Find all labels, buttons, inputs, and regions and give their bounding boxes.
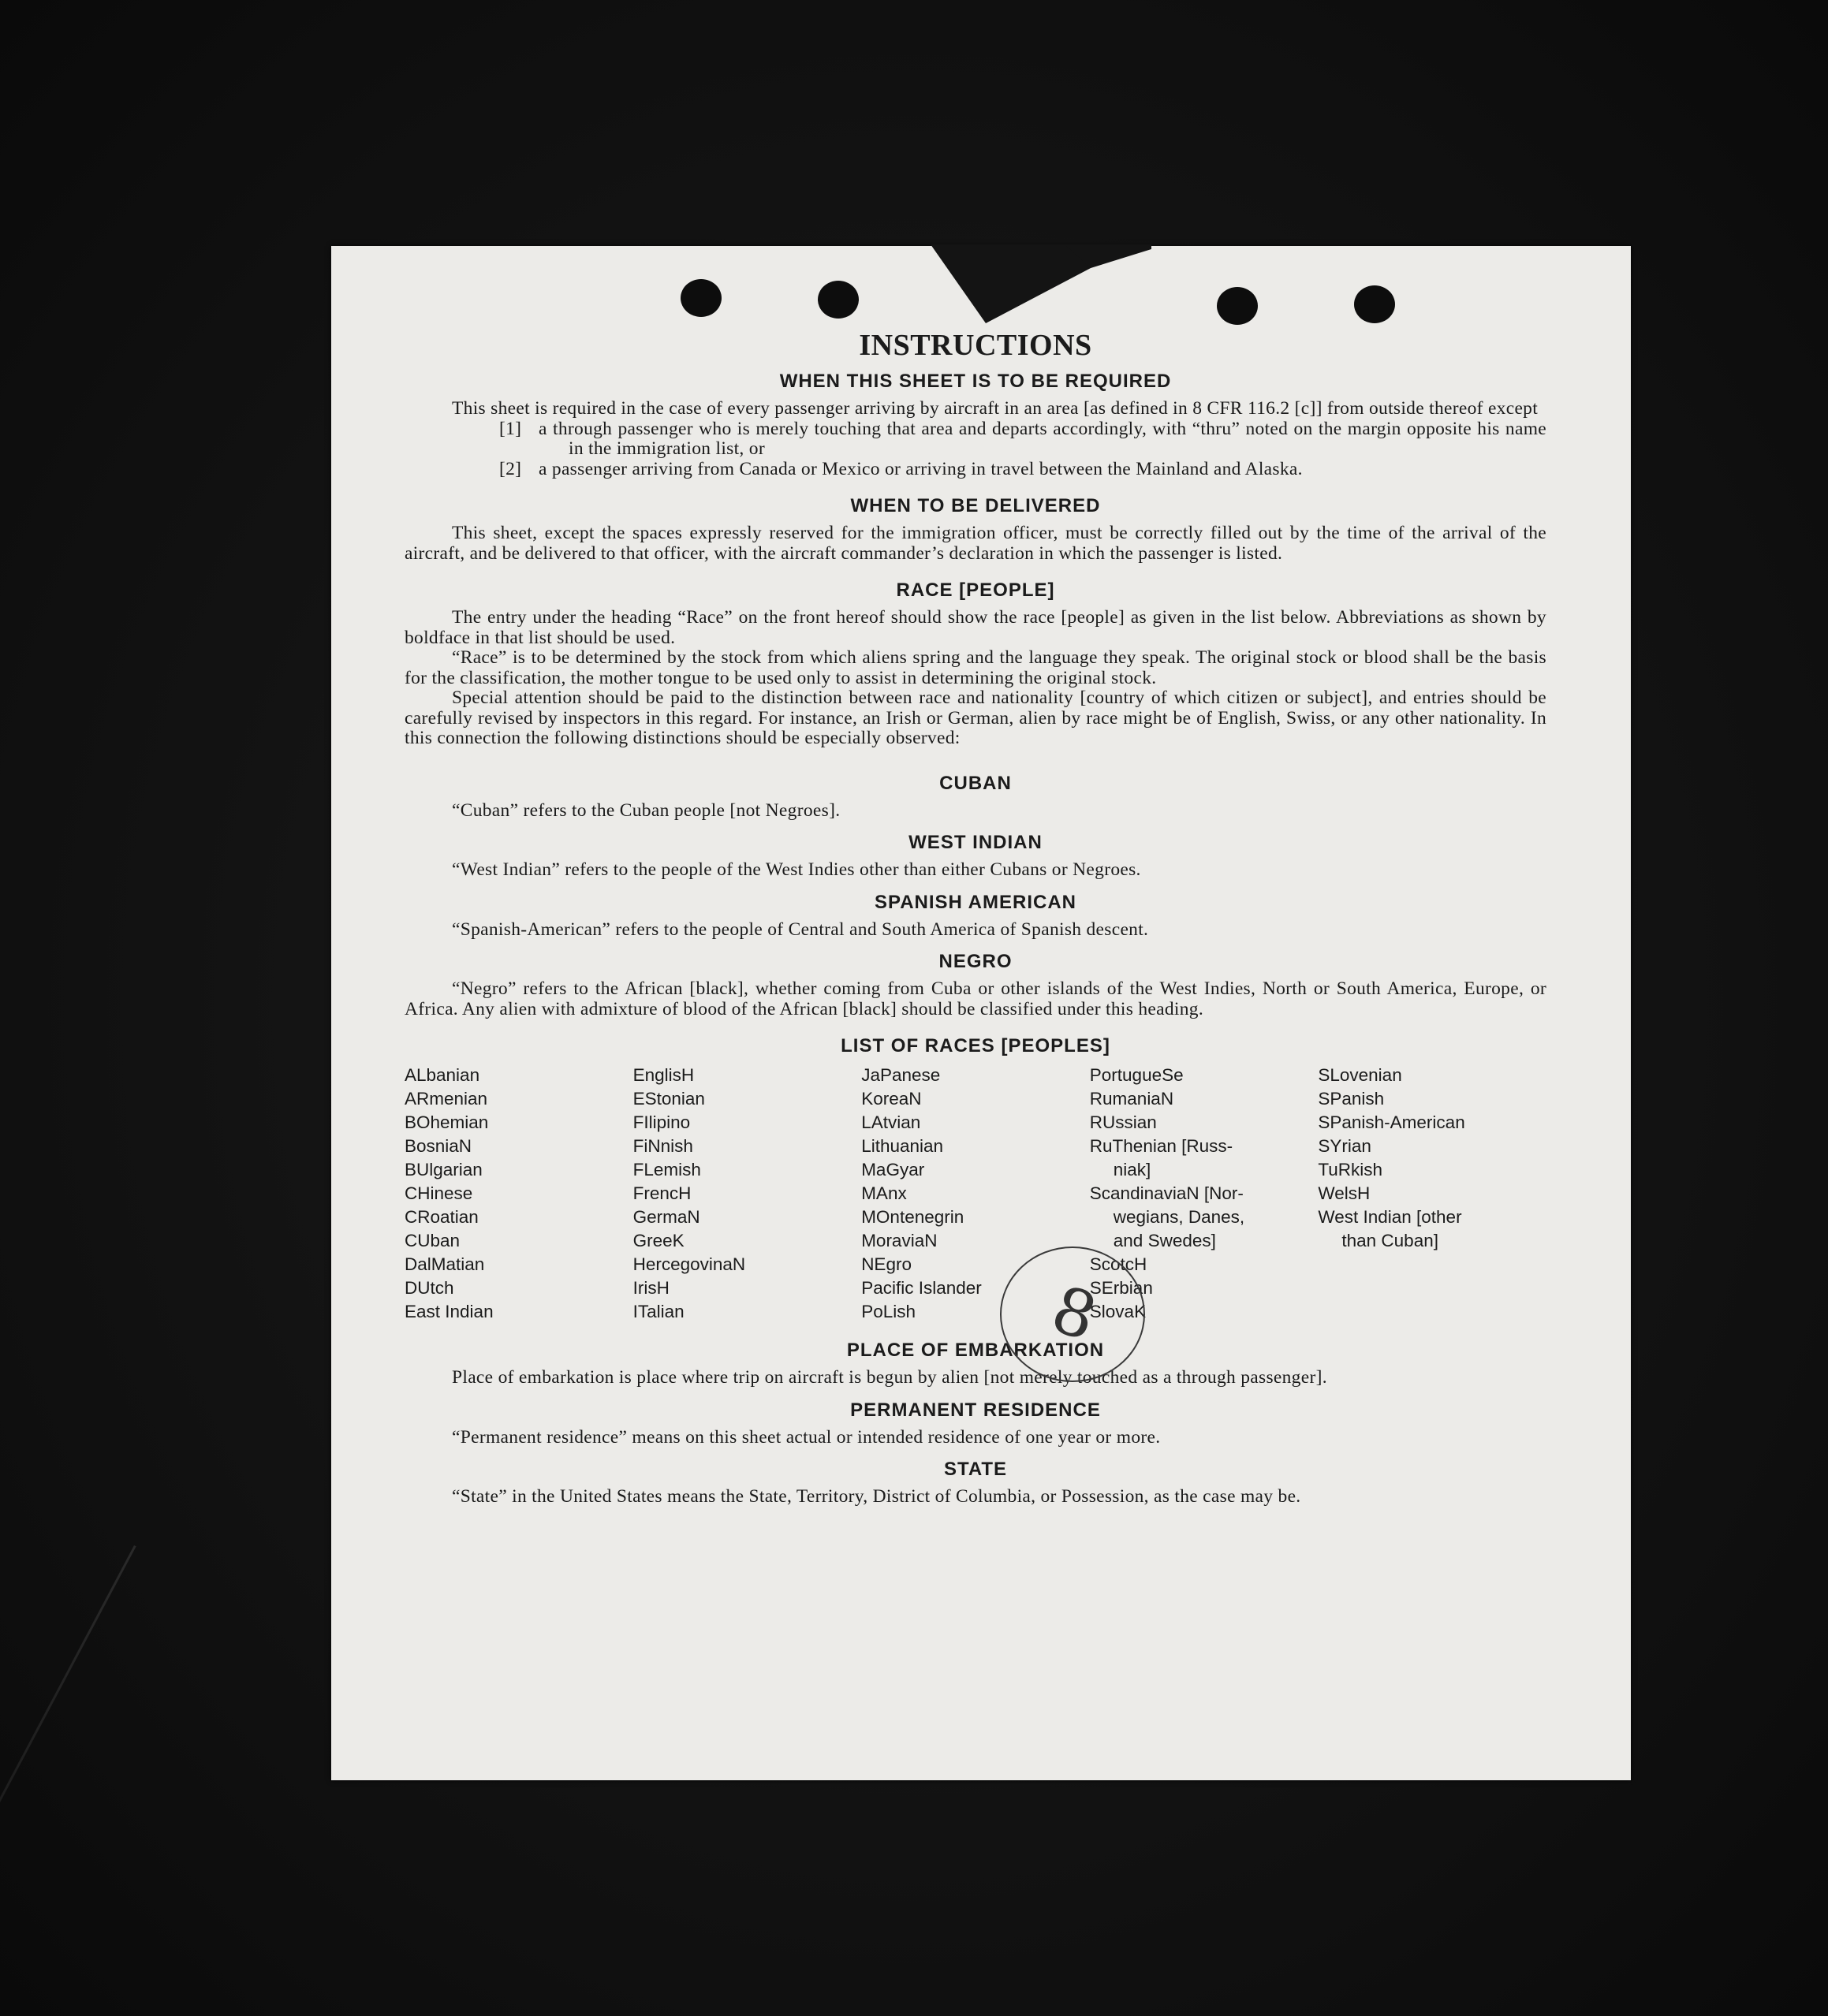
race-entry: DUtch (405, 1278, 454, 1298)
race-entry: FLemish (632, 1160, 701, 1179)
race-entry: PoLish (861, 1302, 916, 1321)
race-column-2 (633, 1064, 862, 1324)
race-entry: SYrian (1318, 1136, 1371, 1156)
embarkation-text: Place of embarkation is place where trip on aircraft is begun by alien [not merely touched as a through passenger]. (452, 1367, 1327, 1388)
punch-hole (818, 281, 859, 319)
race-entry: SLovenian (1318, 1065, 1402, 1085)
race-entry: ITalian (632, 1302, 685, 1321)
race-entry: WelsH (1318, 1183, 1371, 1203)
race-column-5 (1318, 1064, 1546, 1324)
item-text: a passenger arriving from Canada or Mexico or arriving in travel between the Mainland and Alaska. (539, 458, 1303, 479)
race-entry: SErbian (1089, 1278, 1153, 1298)
residence-text: “Permanent residence” means on this sheet actual or intended residence of one year or more. (452, 1426, 1161, 1448)
heading-embarkation: PLACE OF EMBARKATION (846, 1340, 1105, 1361)
heading-residence: PERMANENT RESIDENCE (850, 1399, 1101, 1421)
race-entry: FIlipino (632, 1112, 691, 1132)
punch-hole (681, 279, 722, 317)
race-entry: PortugueSe (1089, 1065, 1184, 1085)
race-entry: SlovaK (1089, 1302, 1147, 1321)
race-entry: ScandinaviaN [Nor- (1089, 1183, 1244, 1203)
race-entry: GreeK (632, 1231, 685, 1250)
race-list (405, 1064, 1546, 1324)
race-entry: MOntenegrin (861, 1207, 964, 1227)
negro-text: “Negro” refers to the African [black], whether coming from Cuba or other islands of the West Indies, North or South America, Europe, or Africa. Any alien with admixture of blood of the African [black] should be classified under this heading. (405, 978, 1546, 1019)
race-entry: BOhemian (405, 1112, 489, 1132)
race-entry: Lithuanian (861, 1136, 944, 1156)
race-entry: IrisH (632, 1278, 670, 1298)
race-entry: EnglisH (632, 1065, 695, 1085)
race-entry: Pacific Islander (861, 1278, 982, 1298)
race-entry: SPanish-American (1318, 1112, 1465, 1132)
race-entry: HercegovinaN (632, 1254, 746, 1274)
race-entry: DalMatian (405, 1254, 485, 1274)
punch-hole (1217, 287, 1258, 325)
race-entry: BUlgarian (405, 1160, 483, 1179)
race-entry: West Indian [other (1318, 1207, 1462, 1227)
race-entry: MAnx (861, 1183, 907, 1203)
race-entry: FrencH (632, 1183, 692, 1203)
race-entry: niak] (1113, 1160, 1151, 1179)
race-entry: East Indian (405, 1302, 494, 1321)
heading-spanish-american: SPANISH AMERICAN (874, 891, 1076, 913)
race-entry: FiNnish (632, 1136, 693, 1156)
race-paragraph-2: “Race” is to be determined by the stock from which aliens spring and the language they speak. The original stock or blood shall be the basis for the classification, the mother tongue to be used only to assist in determining the original stock. (405, 647, 1546, 688)
race-entry: KoreaN (861, 1089, 922, 1109)
race-entry: JaPanese (861, 1065, 941, 1085)
race-entry: wegians, Danes, (1113, 1207, 1245, 1227)
race-column-1 (405, 1064, 633, 1324)
punch-hole (1354, 285, 1395, 323)
race-entry: EStonian (632, 1089, 705, 1109)
race-entry: ARmenian (405, 1089, 488, 1109)
required-item-2 (499, 460, 1546, 480)
heading-delivered: WHEN TO BE DELIVERED (850, 495, 1101, 516)
handwritten-circled-number (1000, 1246, 1145, 1382)
race-entry: RumaniaN (1089, 1089, 1174, 1109)
heading-negro: NEGRO (938, 951, 1013, 972)
page-title: INSTRUCTIONS (859, 329, 1092, 362)
cuban-text: “Cuban” refers to the Cuban people [not Negroes]. (452, 799, 841, 821)
heading-west-indian: WEST INDIAN (908, 832, 1043, 853)
race-entry: CRoatian (405, 1207, 479, 1227)
race-entry: CUban (405, 1231, 461, 1250)
item-number: [1] (499, 418, 522, 439)
race-entry: RuThenian [Russ- (1089, 1136, 1233, 1156)
spanish-american-text: “Spanish-American” refers to the people of Central and South America of Spanish descent. (452, 919, 1149, 940)
race-entry: RUssian (1089, 1112, 1157, 1132)
race-entry: MoraviaN (861, 1231, 938, 1250)
race-entry: CHinese (405, 1183, 473, 1203)
heading-list-of-races: LIST OF RACES [PEOPLES] (841, 1035, 1110, 1056)
race-entry: and Swedes] (1113, 1231, 1216, 1250)
instruction-sheet (331, 246, 1631, 1780)
item-text: a through passenger who is merely touching that area and departs accordingly, with “thru” noted on the margin opposite his name in the immigration list, or (539, 418, 1546, 459)
sheet-content (405, 328, 1546, 1507)
race-entry: MaGyar (861, 1160, 925, 1179)
race-entry: NEgro (861, 1254, 912, 1274)
heading-state: STATE (943, 1459, 1008, 1480)
race-entry: than Cuban] (1341, 1231, 1438, 1250)
race-paragraph-1: The entry under the heading “Race” on the front hereof should show the race [people] as given in the list below. Abbreviations as shown by boldface in that list should be used. (405, 607, 1546, 648)
heading-required: WHEN THIS SHEET IS TO BE REQUIRED (779, 371, 1172, 392)
race-entry: LAtvian (861, 1112, 921, 1132)
handwritten-number: 8 (1043, 1272, 1106, 1356)
race-entry: ScotcH (1089, 1254, 1147, 1274)
race-entry: TuRkish (1318, 1160, 1383, 1179)
race-entry: SPanish (1318, 1089, 1385, 1109)
race-entry: ALbanian (405, 1065, 480, 1085)
west-indian-text: “West Indian” refers to the people of the West Indies other than either Cubans or Negroes. (452, 859, 1141, 880)
delivered-text: This sheet, except the spaces expressly reserved for the immigration officer, must be correctly filled out by the time of the arrival of the aircraft, and be delivered to that officer, with the aircraft commander’s declaration in which the passenger is listed. (405, 523, 1546, 564)
race-paragraph-3: Special attention should be paid to the distinction between race and nationality [country of which citizen or subject], and entries should be carefully revised by inspectors in this regard. For instance, an Irish or German, alien by race might be of English, Swiss, or any other nationality. In this connection the following distinctions should be especially observed: (405, 688, 1546, 748)
race-entry: BosniaN (405, 1136, 472, 1156)
race-entry: GermaN (632, 1207, 700, 1227)
item-number: [2] (499, 458, 522, 479)
heading-race: RACE [PEOPLE] (896, 579, 1055, 601)
heading-cuban: CUBAN (939, 772, 1012, 794)
state-text: “State” in the United States means the State, Territory, District of Columbia, or Possession, as the case may be. (452, 1486, 1301, 1507)
required-item-1 (499, 419, 1546, 460)
required-intro: This sheet is required in the case of every passenger arriving by aircraft in an area [as defined in 8 CFR 116.2 [c]] from outside thereof except (452, 398, 1539, 419)
